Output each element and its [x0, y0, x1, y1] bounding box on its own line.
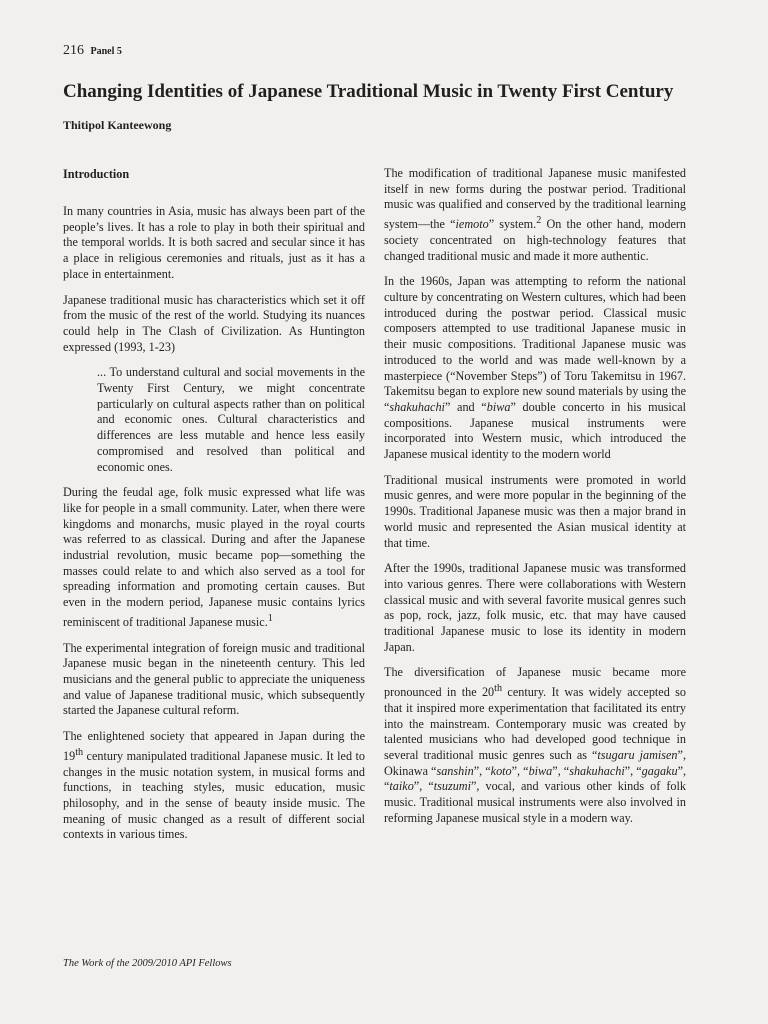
paragraph: Japanese traditional music has characteristics which set it off from the music of the rest of the world. Studying its nuances could help in The Clash of Civilization. As Huntington expressed (1993, 1-23)	[63, 292, 365, 354]
paragraph	[384, 665, 686, 826]
paragraph-text: ”, “	[552, 763, 570, 778]
panel-label: Panel 5	[90, 46, 122, 57]
paragraph-text: century. It was widely accepted so that it inspired more experimentation that facilitated its entry into the mainstream. Contemporary music was created by talented musicians who had developed good technique in several traditional music genres such as “	[384, 685, 687, 763]
italic-term: sanshin	[436, 763, 474, 778]
paragraph-text: ”, “	[511, 763, 529, 778]
paragraph-text: In the 1960s, Japan was attempting to reform the national culture by concentrating on Western cultures, which had been introduced during the postwar period. Classical music composers attempted to use traditional Japanese music in their music compositions. Traditional Japanese music was introduced to the world and was made well-known by a masterpiece (“November Steps”) of Toru Takemitsu in 1967. Takemitsu began to explore new sound materials by using the “	[384, 274, 686, 414]
page-header	[63, 43, 122, 59]
paragraph-text: The modification of traditional Japanese music manifested itself in new forms during the postwar period. Traditional music was qualified and conserved by the traditional learning system—the “	[384, 166, 686, 232]
paragraph	[384, 166, 686, 264]
italic-term: shakuhachi	[569, 763, 625, 778]
paragraph-text: ”, “	[624, 763, 642, 778]
italic-term: tsuzumi	[433, 779, 471, 794]
left-column	[63, 166, 365, 853]
italic-term: biwa	[486, 399, 511, 414]
italic-term: gagaku	[641, 763, 678, 778]
article-title: Changing Identities of Japanese Traditional Music in Twenty First Century	[63, 81, 674, 102]
section-heading: Introduction	[63, 167, 130, 181]
paragraph-text: ”, “	[384, 763, 687, 794]
right-column	[384, 166, 686, 837]
italic-term: taiko	[389, 779, 414, 794]
paragraph-text: ”, “	[413, 779, 434, 794]
paragraph-text: ”, “	[473, 763, 491, 778]
paragraph: The experimental integration of foreign music and traditional Japanese music began in the nineteenth century. This led musicians and the general public to appreciate the uniqueness and value of Japanese traditional music, which subsequently started the Japanese cultural reform.	[63, 640, 365, 718]
italic-term: biwa	[528, 763, 553, 778]
block-quote: ... To understand cultural and social movements in the Twenty First Century, we might concentrate particularly on cultural aspects rather than on political and economic ones. Cultural characteristics and differences are less mutable and hence less easily compromised and resolved than political and economic ones.	[97, 365, 365, 474]
paragraph: After the 1990s, traditional Japanese music was transformed into various genres. There were collaborations with Western classical music and with several favorite musical genres such as pop, rock, jazz, folk music, etc. that may have caused traditional Japanese music to lose its identity in modern Japan.	[384, 561, 686, 654]
paragraph: Traditional musical instruments were promoted in world music genres, and were more popular in the beginning of the 1990s. Traditional Japanese music was then a major brand in world music and represented the Asian musical identity at that time.	[384, 472, 686, 550]
italic-term: koto	[490, 763, 512, 778]
author-name: Thitipol Kanteewong	[63, 118, 172, 132]
paragraph-text: ” double concerto in his musical compositions. Japanese musical instruments were incorporated into Western music, which introduced the Japanese musical identity to the modern world	[384, 399, 686, 462]
paragraph	[63, 729, 365, 843]
footnote-marker: 2	[536, 215, 542, 227]
superscript: th	[494, 683, 503, 695]
paragraph	[63, 485, 365, 630]
paragraph-text: ”, vocal, and various other kinds of folk music. Traditional musical instruments were also involved in reforming Japanese musical style in a modern way.	[384, 779, 687, 825]
paragraph-text: On the other hand, modern society concentrated on high-technology features that changed traditional music and made it more authentic.	[384, 217, 687, 263]
paragraph-text: The diversification of Japanese music became more pronounced in the 20	[384, 665, 686, 700]
paragraph	[384, 274, 686, 462]
paragraph-text: During the feudal age, folk music expressed what life was like for people in a small community. Later, when there were kingdoms and monarchs, music played in the royal courts was referred to as classical. During and after the Japanese industrial revolution, music became pop—something the masses could relate to and which also served as a tool for spreading information and promoting certain causes. But even in the modern period, Japanese music contains lyrics reminiscent of traditional Japanese music.	[63, 485, 365, 629]
page-number: 216	[63, 43, 84, 58]
page-footer: The Work of the 2009/2010 API Fellows	[63, 958, 232, 969]
footnote-marker: 1	[267, 612, 273, 624]
paragraph-text: The enlightened society that appeared in Japan during the 19	[63, 729, 365, 763]
paragraph-text: ” and “	[444, 399, 487, 414]
italic-term: tsugaru jamisen	[597, 748, 678, 763]
superscript: th	[75, 746, 84, 758]
paragraph: In many countries in Asia, music has always been part of the people’s lives. It has a role to play in both their spiritual and the temporal worlds. It is both sacred and secular since it has a place in religious ceremonies and rituals, just as it has a place in entertainment.	[63, 204, 365, 281]
paragraph-text: ”, Okinawa “	[384, 748, 686, 778]
paragraph-text: ” system.	[488, 217, 537, 232]
italic-term: shakuhachi	[389, 399, 445, 414]
italic-term: iemoto	[455, 217, 489, 232]
paragraph-text: century manipulated traditional Japanese music. It led to changes in the music notation system, in musical forms and functions, in teaching styles, music education, music philosophy, and in the sense of beauty inside music. The meaning of music changed as a result of different social contexts in various times.	[63, 748, 365, 842]
